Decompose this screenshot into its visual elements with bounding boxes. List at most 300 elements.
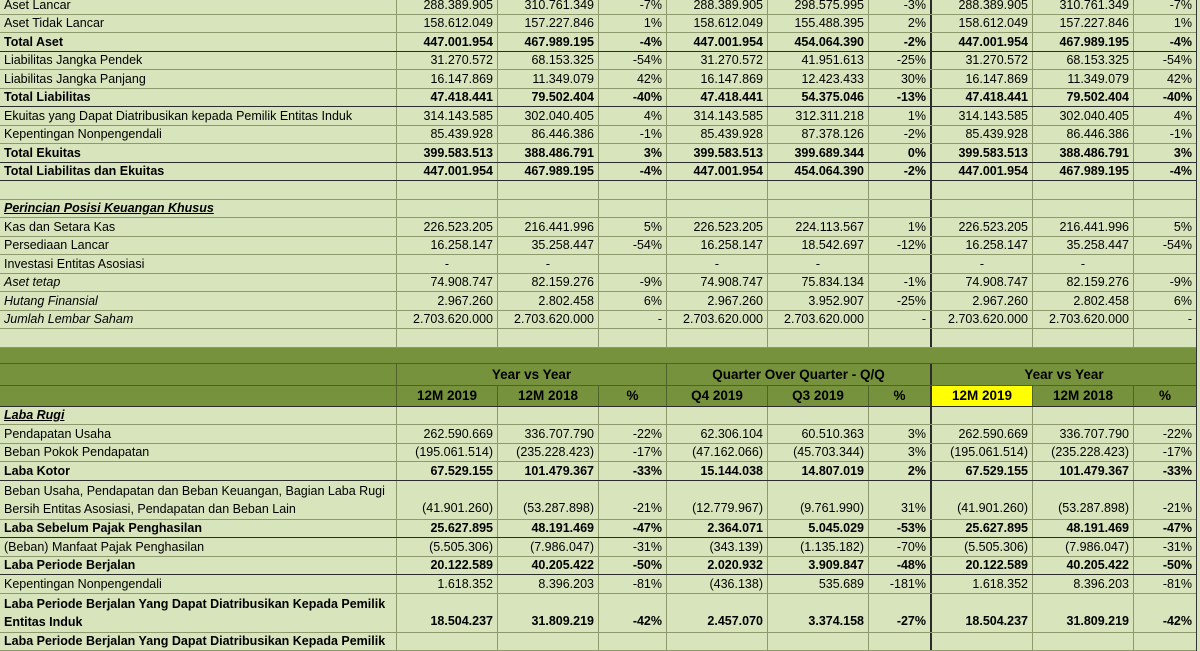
table-cell: 224.113.567: [768, 218, 869, 236]
table-cell: 158.612.049: [397, 15, 498, 33]
table-cell: -81%: [1134, 575, 1196, 593]
table-cell: 16.147.869: [667, 70, 768, 88]
table-row: [0, 575, 1196, 594]
table-cell: 82.159.276: [1033, 274, 1134, 292]
table-cell: 2.703.620.000: [667, 311, 768, 329]
col-q3-2019: Q3 2019: [768, 386, 869, 406]
table-cell: -53%: [869, 520, 932, 538]
table-cell: 101.479.367: [498, 462, 599, 480]
table-row: [0, 107, 1196, 126]
table-row: [0, 538, 1196, 557]
balance-sheet-section: [0, 0, 1196, 181]
table-cell: 447.001.954: [397, 33, 498, 51]
table-cell: 40.205.422: [498, 557, 599, 575]
table-cell: 74.908.747: [932, 274, 1033, 292]
table-cell: -1%: [599, 126, 667, 144]
table-row: [0, 274, 1196, 293]
table-cell: 310.761.349: [1033, 0, 1134, 14]
spacer-row: [0, 181, 1196, 200]
table-cell: -3%: [869, 0, 932, 14]
row-label: Hutang Finansial: [0, 292, 397, 310]
table-cell: 5%: [599, 218, 667, 236]
table-cell: -81%: [599, 575, 667, 593]
table-cell: (47.162.066): [667, 444, 768, 462]
table-cell: -25%: [869, 292, 932, 310]
table-row: [0, 481, 1196, 520]
table-cell: 535.689: [768, 575, 869, 593]
row-label: Laba Periode Berjalan Yang Dapat Diatribusikan Kepada Pemilik: [0, 633, 397, 651]
table-cell: 447.001.954: [932, 33, 1033, 51]
table-cell: -70%: [869, 538, 932, 556]
table-cell: 4%: [599, 107, 667, 125]
table-cell: -50%: [1134, 557, 1196, 575]
spacer-row: [0, 329, 1196, 348]
header-band: [0, 348, 1196, 364]
table-row: [0, 255, 1196, 274]
table-cell: 6%: [1134, 292, 1196, 310]
row-label-line1: Laba Periode Berjalan Yang Dapat Diatribusikan Kepada Pemilik: [4, 595, 385, 613]
row-label: Beban Pokok Pendapatan: [0, 444, 397, 462]
table-cell: -: [599, 311, 667, 329]
table-cell: 288.389.905: [397, 0, 498, 14]
table-cell: 42%: [599, 70, 667, 88]
table-cell: 16.258.147: [667, 237, 768, 255]
col-12m-2019: 12M 2019: [397, 386, 498, 406]
table-cell: (53.287.898): [498, 481, 599, 519]
table-cell: (45.703.344): [768, 444, 869, 462]
table-cell: [869, 255, 932, 273]
table-cell: -: [397, 255, 498, 273]
group-year-vs-year-2: Year vs Year: [932, 364, 1196, 385]
table-row: [0, 292, 1196, 311]
row-label: [0, 594, 397, 632]
table-cell: 1.618.352: [932, 575, 1033, 593]
table-cell: -9%: [599, 274, 667, 292]
row-label: Laba Sebelum Pajak Penghasilan: [0, 520, 397, 538]
row-label: Investasi Entitas Asosiasi: [0, 255, 397, 273]
table-cell: 447.001.954: [667, 33, 768, 51]
table-cell: 2.703.620.000: [768, 311, 869, 329]
table-cell: 16.258.147: [932, 237, 1033, 255]
table-cell: 262.590.669: [397, 425, 498, 443]
income-section-title: Laba Rugi: [0, 407, 397, 425]
table-cell: 158.612.049: [667, 15, 768, 33]
table-cell: 12.423.433: [768, 70, 869, 88]
table-cell: 216.441.996: [498, 218, 599, 236]
column-header-row: [0, 386, 1196, 407]
row-label: Liabilitas Jangka Panjang: [0, 70, 397, 88]
row-label: Pendapatan Usaha: [0, 425, 397, 443]
table-cell: -40%: [599, 89, 667, 107]
table-cell: 87.378.126: [768, 126, 869, 144]
table-cell: 467.989.195: [1033, 33, 1134, 51]
table-cell: -: [667, 255, 768, 273]
table-cell: 85.439.928: [932, 126, 1033, 144]
table-cell: 157.227.846: [1033, 15, 1134, 33]
table-cell: -27%: [869, 594, 932, 632]
table-cell: 20.122.589: [932, 557, 1033, 575]
table-row: [0, 444, 1196, 463]
row-label: Laba Periode Berjalan: [0, 557, 397, 575]
row-label: Laba Kotor: [0, 462, 397, 480]
table-cell: 399.689.344: [768, 144, 869, 162]
table-cell: 2.802.458: [1033, 292, 1134, 310]
table-cell: 8.396.203: [1033, 575, 1134, 593]
table-cell: [869, 633, 932, 651]
row-label-line1: Beban Usaha, Pendapatan dan Beban Keuangan, Bagian Laba Rugi: [4, 482, 385, 500]
table-row: [0, 311, 1196, 330]
col-12m-2018-2: 12M 2018: [1033, 386, 1134, 406]
table-cell: -54%: [1134, 52, 1196, 70]
row-label: Kepentingan Nonpengendali: [0, 575, 397, 593]
table-cell: -: [768, 255, 869, 273]
table-cell: [397, 633, 498, 651]
table-cell: 75.834.134: [768, 274, 869, 292]
table-cell: 1%: [869, 218, 932, 236]
table-cell: -1%: [1134, 126, 1196, 144]
table-cell: 47.418.441: [932, 89, 1033, 107]
table-cell: 42%: [1134, 70, 1196, 88]
table-cell: 20.122.589: [397, 557, 498, 575]
table-cell: 2.364.071: [667, 520, 768, 538]
table-cell: 68.153.325: [498, 52, 599, 70]
table-cell: 5%: [1134, 218, 1196, 236]
table-cell: -54%: [1134, 237, 1196, 255]
table-cell: (9.761.990): [768, 481, 869, 519]
row-label: Ekuitas yang Dapat Diatribusikan kepada Pemilik Entitas Induk: [0, 107, 397, 125]
table-cell: 31.270.572: [397, 52, 498, 70]
table-cell: 388.486.791: [498, 144, 599, 162]
table-cell: 314.143.585: [932, 107, 1033, 125]
table-cell: 74.908.747: [667, 274, 768, 292]
table-cell: 18.504.237: [932, 594, 1033, 632]
table-cell: 2.457.070: [667, 594, 768, 632]
table-cell: -7%: [599, 0, 667, 14]
table-cell: 18.542.697: [768, 237, 869, 255]
table-cell: 302.040.405: [1033, 107, 1134, 125]
table-cell: 41.951.613: [768, 52, 869, 70]
col-pct: %: [599, 386, 667, 406]
table-cell: 86.446.386: [498, 126, 599, 144]
table-cell: 68.153.325: [1033, 52, 1134, 70]
table-cell: 3.952.907: [768, 292, 869, 310]
income-statement-section: [0, 425, 1196, 651]
row-label: Total Liabilitas: [0, 89, 397, 107]
table-cell: -31%: [1134, 538, 1196, 556]
table-cell: (41.901.260): [932, 481, 1033, 519]
table-cell: [768, 633, 869, 651]
table-cell: 5.045.029: [768, 520, 869, 538]
table-row: [0, 144, 1196, 163]
table-cell: 54.375.046: [768, 89, 869, 107]
table-cell: 31.809.219: [1033, 594, 1134, 632]
table-cell: (195.061.514): [932, 444, 1033, 462]
table-cell: 25.627.895: [397, 520, 498, 538]
table-cell: -22%: [1134, 425, 1196, 443]
table-cell: 67.529.155: [397, 462, 498, 480]
table-row: [0, 52, 1196, 71]
table-cell: 3%: [869, 425, 932, 443]
table-cell: 35.258.447: [1033, 237, 1134, 255]
table-row: [0, 70, 1196, 89]
row-label-line2: Bersih Entitas Asosiasi, Pendapatan dan Beban Lain: [4, 500, 296, 518]
row-label: (Beban) Manfaat Pajak Penghasilan: [0, 538, 397, 556]
table-row: [0, 520, 1196, 539]
table-cell: 262.590.669: [932, 425, 1033, 443]
table-cell: 47.418.441: [667, 89, 768, 107]
table-cell: 2.703.620.000: [498, 311, 599, 329]
table-row: [0, 163, 1196, 182]
table-cell: (1.135.182): [768, 538, 869, 556]
table-cell: [599, 633, 667, 651]
col-pct-yoy: %: [1134, 386, 1196, 406]
table-row: [0, 218, 1196, 237]
table-cell: -21%: [599, 481, 667, 519]
table-cell: (7.986.047): [498, 538, 599, 556]
section-title-row: [0, 200, 1196, 219]
table-cell: 2.967.260: [397, 292, 498, 310]
row-label: Aset Lancar: [0, 0, 397, 14]
table-cell: 40.205.422: [1033, 557, 1134, 575]
table-cell: [1134, 633, 1196, 651]
table-cell: -4%: [599, 33, 667, 51]
table-cell: 3.374.158: [768, 594, 869, 632]
table-cell: 31.270.572: [932, 52, 1033, 70]
table-cell: 11.349.079: [1033, 70, 1134, 88]
table-cell: 62.306.104: [667, 425, 768, 443]
table-cell: 388.486.791: [1033, 144, 1134, 162]
row-label: Kas dan Setara Kas: [0, 218, 397, 236]
table-cell: 18.504.237: [397, 594, 498, 632]
table-cell: 30%: [869, 70, 932, 88]
table-cell: 8.396.203: [498, 575, 599, 593]
table-cell: 16.147.869: [932, 70, 1033, 88]
table-cell: 216.441.996: [1033, 218, 1134, 236]
row-label: Aset Tidak Lancar: [0, 15, 397, 33]
table-cell: -9%: [1134, 274, 1196, 292]
row-label: Jumlah Lembar Saham: [0, 311, 397, 329]
table-cell: 31.270.572: [667, 52, 768, 70]
table-cell: -2%: [869, 126, 932, 144]
table-cell: 31.809.219: [498, 594, 599, 632]
table-cell: -33%: [599, 462, 667, 480]
table-row: [0, 15, 1196, 34]
table-row: [0, 425, 1196, 444]
table-cell: (41.901.260): [397, 481, 498, 519]
table-cell: 6%: [599, 292, 667, 310]
table-cell: 31%: [869, 481, 932, 519]
table-cell: -54%: [599, 52, 667, 70]
table-cell: -4%: [599, 163, 667, 181]
table-cell: -7%: [1134, 0, 1196, 14]
table-row: [0, 0, 1196, 15]
table-cell: -: [1033, 255, 1134, 273]
table-cell: 3%: [599, 144, 667, 162]
table-cell: 60.510.363: [768, 425, 869, 443]
table-cell: -21%: [1134, 481, 1196, 519]
table-cell: -48%: [869, 557, 932, 575]
table-cell: 399.583.513: [667, 144, 768, 162]
row-label: Total Ekuitas: [0, 144, 397, 162]
table-cell: 467.989.195: [1033, 163, 1134, 181]
table-cell: 1%: [869, 107, 932, 125]
table-cell: 0%: [869, 144, 932, 162]
table-cell: 226.523.205: [397, 218, 498, 236]
table-cell: -2%: [869, 163, 932, 181]
table-row: [0, 89, 1196, 108]
section-title-row: [0, 407, 1196, 426]
table-row: [0, 126, 1196, 145]
row-label: Aset tetap: [0, 274, 397, 292]
table-cell: [667, 633, 768, 651]
table-row: [0, 557, 1196, 576]
table-cell: 314.143.585: [667, 107, 768, 125]
table-cell: 314.143.585: [397, 107, 498, 125]
table-cell: 2.967.260: [667, 292, 768, 310]
table-cell: 288.389.905: [667, 0, 768, 14]
table-cell: -17%: [599, 444, 667, 462]
table-cell: -42%: [1134, 594, 1196, 632]
table-cell: -4%: [1134, 163, 1196, 181]
table-cell: 302.040.405: [498, 107, 599, 125]
table-row: [0, 237, 1196, 256]
table-cell: (12.779.967): [667, 481, 768, 519]
table-cell: 399.583.513: [932, 144, 1033, 162]
table-cell: -22%: [599, 425, 667, 443]
table-cell: (5.505.306): [397, 538, 498, 556]
group-quarter-over-quarter: Quarter Over Quarter - Q/Q: [667, 364, 932, 385]
table-cell: 447.001.954: [397, 163, 498, 181]
table-cell: [1134, 255, 1196, 273]
table-cell: [599, 255, 667, 273]
group-year-vs-year: Year vs Year: [397, 364, 667, 385]
table-cell: (235.228.423): [498, 444, 599, 462]
table-cell: 2.703.620.000: [1033, 311, 1134, 329]
table-cell: 3%: [1134, 144, 1196, 162]
table-cell: (7.986.047): [1033, 538, 1134, 556]
column-group-header: [0, 364, 1196, 386]
table-cell: 79.502.404: [498, 89, 599, 107]
table-cell: 2%: [869, 15, 932, 33]
col-12m-2019-highlighted: 12M 2019: [932, 386, 1033, 406]
table-cell: (436.138): [667, 575, 768, 593]
table-cell: -47%: [599, 520, 667, 538]
table-cell: 48.191.469: [1033, 520, 1134, 538]
table-cell: 48.191.469: [498, 520, 599, 538]
table-cell: 2.802.458: [498, 292, 599, 310]
table-cell: -12%: [869, 237, 932, 255]
table-cell: 454.064.390: [768, 33, 869, 51]
row-label: Total Aset: [0, 33, 397, 51]
table-cell: 25.627.895: [932, 520, 1033, 538]
table-cell: 310.761.349: [498, 0, 599, 14]
table-cell: -40%: [1134, 89, 1196, 107]
row-label: Persediaan Lancar: [0, 237, 397, 255]
table-cell: -: [932, 255, 1033, 273]
table-cell: 312.311.218: [768, 107, 869, 125]
table-cell: -31%: [599, 538, 667, 556]
table-cell: 2.967.260: [932, 292, 1033, 310]
table-cell: (195.061.514): [397, 444, 498, 462]
table-cell: [498, 633, 599, 651]
table-cell: -4%: [1134, 33, 1196, 51]
table-cell: 399.583.513: [397, 144, 498, 162]
table-row: [0, 594, 1196, 633]
table-cell: 74.908.747: [397, 274, 498, 292]
table-cell: 336.707.790: [498, 425, 599, 443]
table-cell: 1.618.352: [397, 575, 498, 593]
table-cell: 1%: [599, 15, 667, 33]
table-cell: 3%: [869, 444, 932, 462]
table-cell: -1%: [869, 274, 932, 292]
table-cell: 4%: [1134, 107, 1196, 125]
table-cell: 2.020.932: [667, 557, 768, 575]
table-cell: 2%: [869, 462, 932, 480]
row-label: Kepentingan Nonpengendali: [0, 126, 397, 144]
table-cell: 16.147.869: [397, 70, 498, 88]
table-row: [0, 462, 1196, 481]
table-cell: -2%: [869, 33, 932, 51]
table-cell: 47.418.441: [397, 89, 498, 107]
table-cell: (53.287.898): [1033, 481, 1134, 519]
table-cell: 467.989.195: [498, 163, 599, 181]
col-12m-2018: 12M 2018: [498, 386, 599, 406]
table-cell: -54%: [599, 237, 667, 255]
table-cell: -: [1134, 311, 1196, 329]
col-q4-2019: Q4 2019: [667, 386, 768, 406]
table-cell: 467.989.195: [498, 33, 599, 51]
table-cell: 288.389.905: [932, 0, 1033, 14]
table-row: [0, 33, 1196, 52]
col-pct-qoq: %: [869, 386, 932, 406]
table-cell: 85.439.928: [397, 126, 498, 144]
table-cell: (343.139): [667, 538, 768, 556]
table-cell: 101.479.367: [1033, 462, 1134, 480]
table-cell: 157.227.846: [498, 15, 599, 33]
table-cell: 298.575.995: [768, 0, 869, 14]
table-cell: -: [869, 311, 932, 329]
special-position-section: [0, 218, 1196, 329]
table-cell: 226.523.205: [932, 218, 1033, 236]
table-cell: (5.505.306): [932, 538, 1033, 556]
row-label-line2: Entitas Induk: [4, 613, 82, 631]
table-cell: 447.001.954: [667, 163, 768, 181]
table-cell: -33%: [1134, 462, 1196, 480]
table-cell: 15.144.038: [667, 462, 768, 480]
table-cell: -13%: [869, 89, 932, 107]
table-cell: -42%: [599, 594, 667, 632]
table-cell: 14.807.019: [768, 462, 869, 480]
table-cell: [932, 633, 1033, 651]
table-cell: 85.439.928: [667, 126, 768, 144]
table-cell: -17%: [1134, 444, 1196, 462]
table-cell: 2.703.620.000: [397, 311, 498, 329]
table-cell: 155.488.395: [768, 15, 869, 33]
table-cell: 158.612.049: [932, 15, 1033, 33]
row-label: [0, 481, 397, 519]
table-cell: 11.349.079: [498, 70, 599, 88]
table-cell: 86.446.386: [1033, 126, 1134, 144]
table-cell: 336.707.790: [1033, 425, 1134, 443]
row-label: Liabilitas Jangka Pendek: [0, 52, 397, 70]
table-cell: 226.523.205: [667, 218, 768, 236]
table-cell: 79.502.404: [1033, 89, 1134, 107]
table-cell: 3.909.847: [768, 557, 869, 575]
table-row: [0, 633, 1196, 651]
table-cell: -: [498, 255, 599, 273]
table-cell: -25%: [869, 52, 932, 70]
table-cell: 82.159.276: [498, 274, 599, 292]
